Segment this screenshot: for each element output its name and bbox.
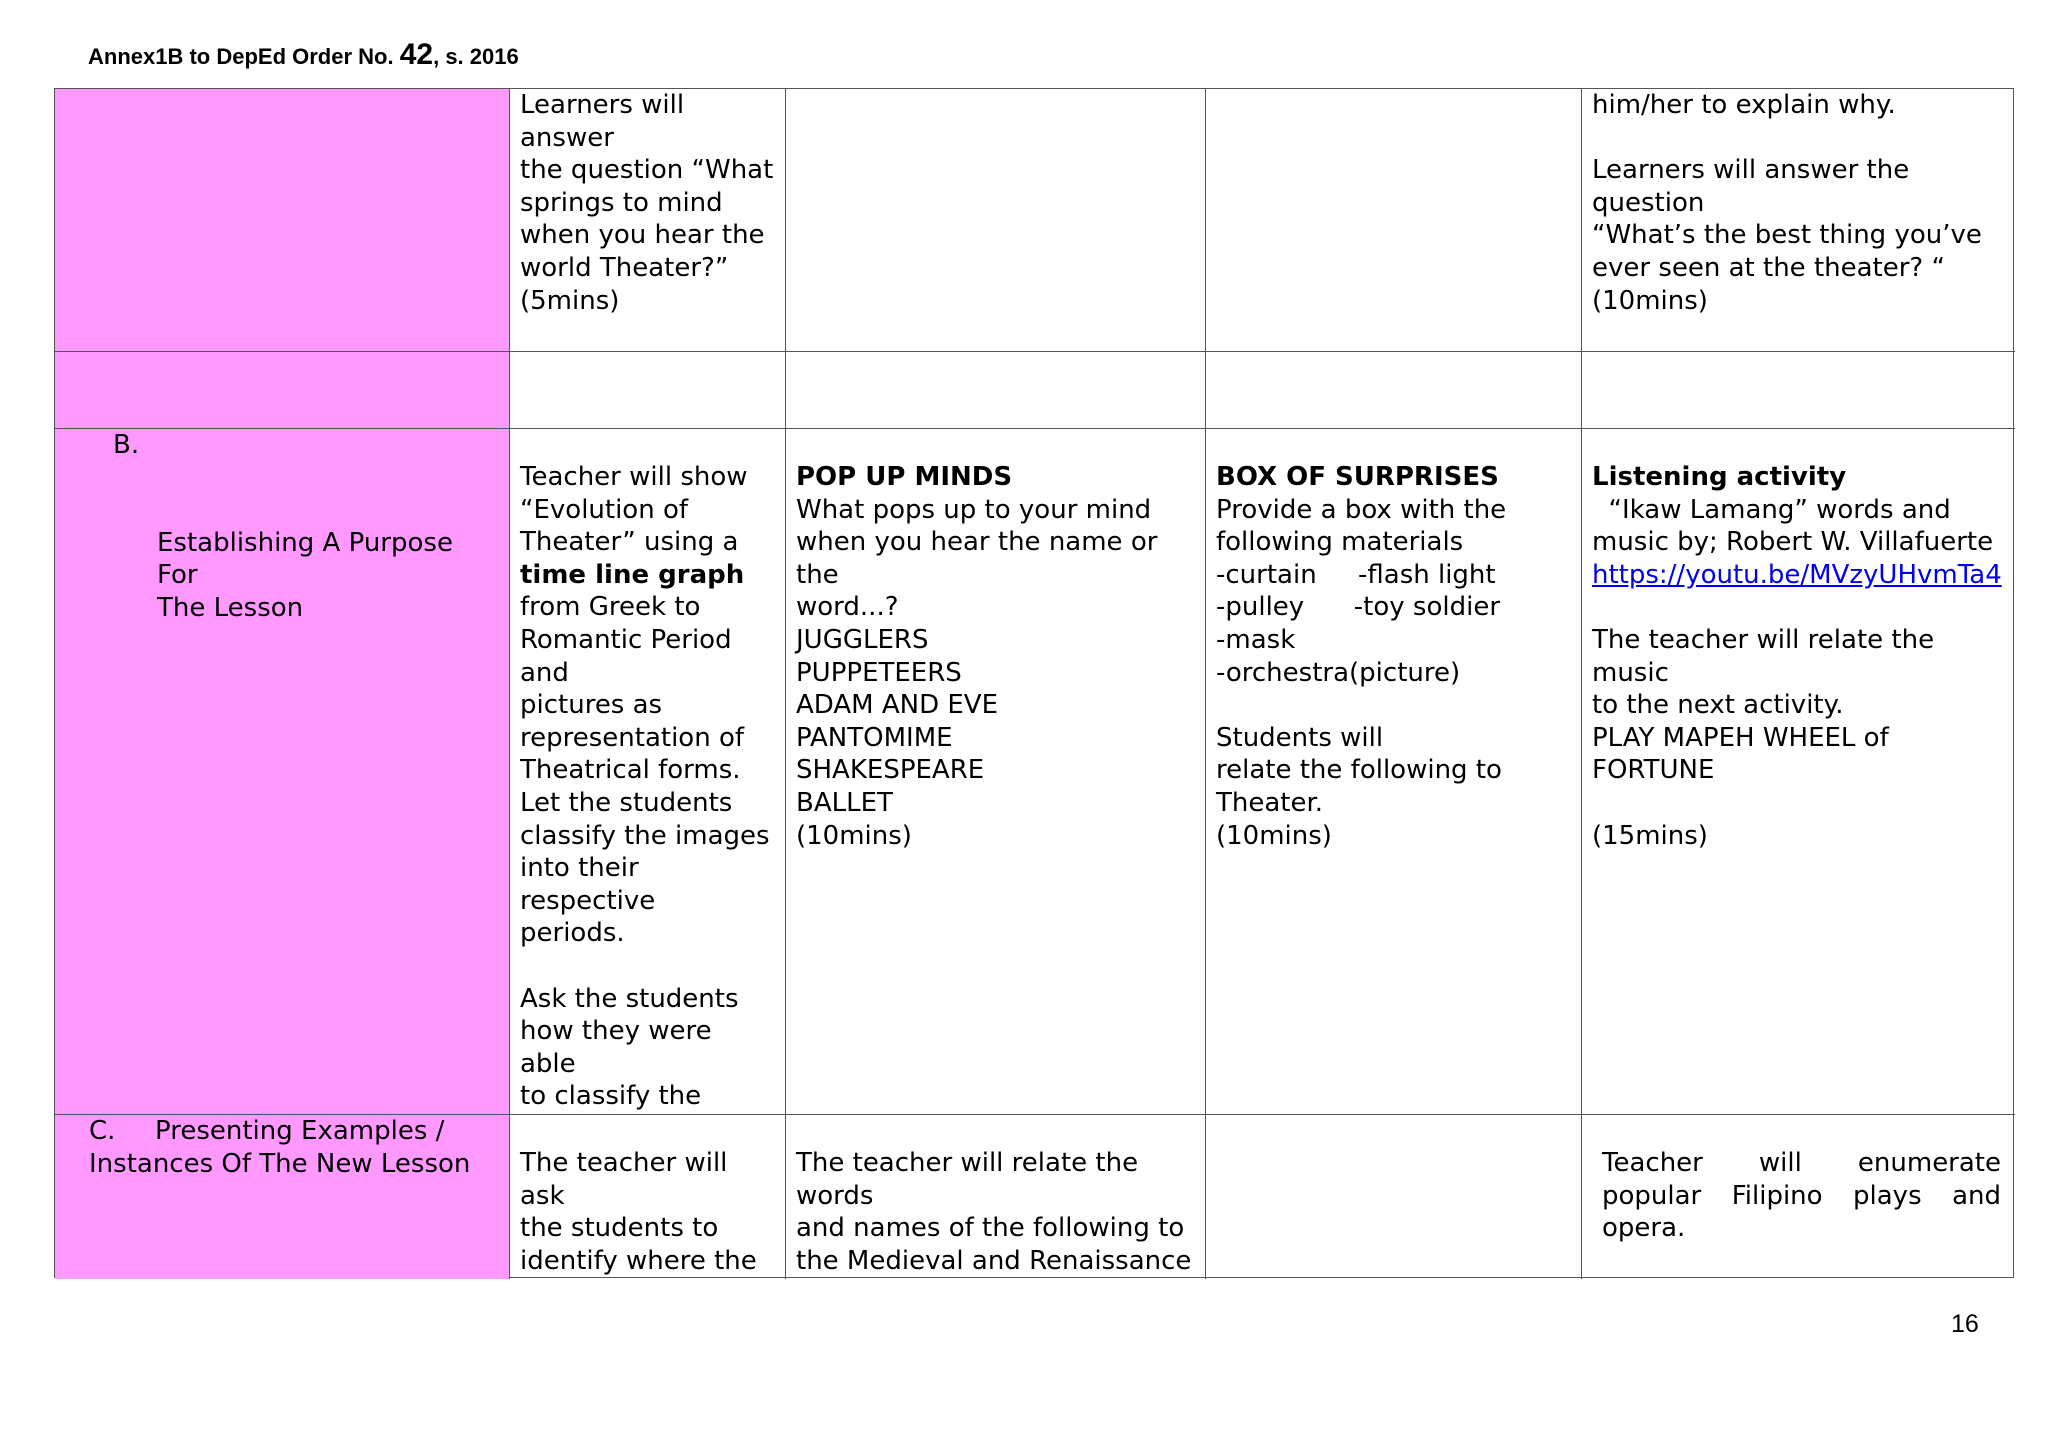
row1-day4-cell: him/her to explain why. Learners will answer the question “What’s the best thing you’ve ever seen at the theater? “ (10mins) <box>1582 89 2015 352</box>
row1-day2-cell <box>786 89 1206 352</box>
header-suffix: , s. 2016 <box>433 44 519 69</box>
header-order-number: 42 <box>399 38 434 71</box>
row1-day3-cell <box>1206 89 1582 352</box>
document-header <box>88 38 519 72</box>
row-c-day2-cell: The teacher will relate the words and names of the following to the Medieval and Renaissance <box>786 1115 1206 1279</box>
row-b-day1-cell <box>510 429 786 1115</box>
row2-day2-cell <box>786 352 1206 429</box>
row2-day4-cell <box>1582 352 2015 429</box>
row-b-day2-title: POP UP MINDS <box>796 462 1013 492</box>
row-b-day1-bold: time line graph <box>520 559 745 590</box>
lesson-plan-table <box>54 88 2014 1278</box>
youtube-link[interactable]: https://youtu.be/MVzyUHvmTa4 <box>1592 559 2002 590</box>
row2-day1-cell <box>510 352 786 429</box>
row-c-day1-cell: The teacher will ask the students to identify where the <box>510 1115 786 1279</box>
row-c-day4-text: Teacher will enumerate popular Filipino plays and opera. <box>1602 1148 2010 1244</box>
row-b-day1-text-b: from Greek to Romantic Period and pictures as representation of Theatrical forms. Let the students classify the images into their respective periods. Ask the students how they were able to classify the <box>520 592 770 1112</box>
row-b-day4-cell <box>1582 429 2015 1115</box>
row-b-day1-text-a: Teacher will show “Evolution of Theater” using a <box>520 462 748 558</box>
row-b-day4-text-a: “Ikaw Lamang” words and music by; Robert W. Villafuerte <box>1592 494 1994 558</box>
row-c-label-cell <box>55 1115 510 1279</box>
row-c-label-number: C. <box>89 1116 116 1146</box>
row-b-day4-title: Listening activity <box>1592 462 1847 492</box>
row-b-day3-title: BOX OF SURPRISES <box>1216 462 1499 492</box>
row-c-label-line1: Presenting Examples / <box>155 1116 445 1146</box>
row-c-day4-cell <box>1582 1115 2015 1279</box>
row-b-day4-text-b: The teacher will relate the music to the next activity. PLAY MAPEH WHEEL of FORTUNE (15mins) <box>1592 624 1935 851</box>
row-b-label-number: B. <box>113 430 140 460</box>
row-b-label-cell <box>55 429 510 1115</box>
row1-day1-cell: Learners will answer the question “What springs to mind when you hear the world Theater?” (5mins) <box>510 89 786 352</box>
row-b-label-text: Establishing A Purpose For The Lesson <box>157 527 453 623</box>
row2-label-cell <box>55 352 510 429</box>
row-b-day3-body: Provide a box with the following materials -curtain -flash light -pulley -toy soldier -mask -orchestra(picture) Students will relate the following to Theater. (10mins) <box>1216 494 1507 851</box>
row1-label-cell <box>55 89 510 352</box>
header-prefix: Annex1B to DepEd Order No. <box>88 44 400 69</box>
row2-day3-cell <box>1206 352 1582 429</box>
row-b-day3-cell <box>1206 429 1582 1115</box>
page-number: 16 <box>1951 1310 1979 1338</box>
row-c-label-line2: Instances Of The New Lesson <box>89 1148 471 1179</box>
row-b-day2-body: What pops up to your mind when you hear the name or the word...? JUGGLERS PUPPETEERS ADAM AND EVE PANTOMIME SHAKESPEARE BALLET (10mins) <box>796 494 1158 851</box>
row-b-day2-cell <box>786 429 1206 1115</box>
row-c-day3-cell <box>1206 1115 1582 1279</box>
